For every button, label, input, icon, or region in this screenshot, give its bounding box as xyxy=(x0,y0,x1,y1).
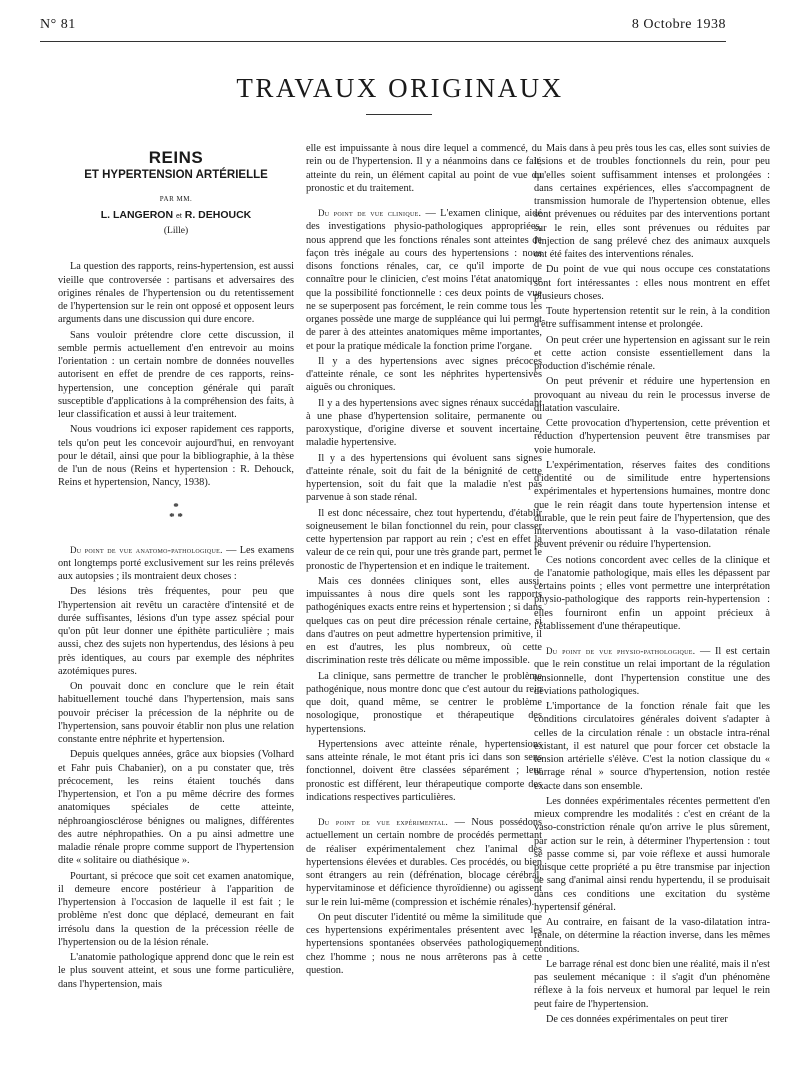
issue-date: 8 Octobre 1938 xyxy=(631,17,726,32)
paragraph: On peut discuter l'identité ou même la similitude que ces hypertensions expérimentales présentent avec les hypertensions spontanées observées pathologiquement chez l'homme ; nous ne nous arrêterons pas à cette question. xyxy=(306,911,542,976)
paragraph: Hypertensions avec atteinte rénale, hypertensions sans atteinte rénale, le mot étant pris ici dans son sens fonctionnel, doivent être classées séparément ; leur pronostic est différent, leur thérapeutique comporte des indications respectives particulières. xyxy=(306,738,542,803)
paragraph: Le barrage rénal est donc bien une réalité, mais il n'est pas seulement mécanique : il s'agit d'un phénomène réflexe à la fois nerveux et humoral par lequel le rein peut faire de l'hypertension. xyxy=(534,958,771,1010)
column-2 xyxy=(306,142,542,979)
paragraph: De ces données expérimentales on peut tirer xyxy=(546,1013,728,1025)
paragraph: Il y a des hypertensions qui évoluent sans signes d'atteinte rénale, soit du fait de la bénignité de cette hypertension, soit du fait que la maladie n'est pas parvenue à son stade rénal. xyxy=(306,452,542,504)
title-rule xyxy=(366,114,432,115)
article-subtitle: ET HYPERTENSION ARTÉRIELLE xyxy=(84,169,268,182)
section-heading: Du point de vue anatomo-pathologique. xyxy=(70,544,223,555)
section-text: — L'examen clinique, aidé des investigations physio-pathologiques appropriées, nous apprend que les fonctions rénales sont atteintes de façon très inégale au cours des hypertensions : nous disons fonctions rénales, car, ce qu'il importe de connaître pour le clinicien, c'est moins l'état anatomique que la possibilité fonctionnelle : ces deux points de vue ne se superposent pas forcément, le rein comme tous les organes possède une marge de suppléance qui lui permet de parer à des atteintes anatomiques même importantes, et pour la pratique médicale la fonction prime l'organe. xyxy=(306,208,542,352)
paragraph: Il est donc nécessaire, chez tout hypertendu, d'établir soigneusement le bilan fonctionnel du rein, pour classer cette hypertension par rapport au rein ; c'est en effet la valeur de ce rein qui, pour une très grande part, permet le pronostic de l'hypertension et en indique le traitement. xyxy=(306,507,542,572)
article-title: REINS xyxy=(148,148,204,167)
paragraph: L'expérimentation, réserves faites des conditions d'identité ou de similitude entre hypertensions expérimentales et hypertensions humaines, montre donc que le rein réagit dans toute hypertension intense et durable, que le rein peut faire de l'hypertension, que des interventions aboutissant à la vaso-dilatation rénale peuvent prévenir ou réduire l'hypertension. xyxy=(534,459,770,551)
section-paragraph xyxy=(306,207,542,353)
paragraph: Toute hypertension retentit sur le rein, à la condition d'être suffisamment intense et prolongée. xyxy=(534,306,770,331)
section-text: — Les examens ont longtemps porté exclusivement sur les reins prélevés aux autopsies ; ils montraient deux choses : xyxy=(58,544,294,582)
paragraph: Mais ces données cliniques sont, elles aussi, impuissantes à nous dire quels sont les rapports pathogéniques exacts entre reins et hypertension ; si dans quelques cas on peut dire précession rénale certaine, si dans d'autres on peut admettre hypertension primitive, il en est d'autres, les plus nombreux, où cette discrimination reste très délicate ou même impossible. xyxy=(306,575,542,667)
paragraph: Cette provocation d'hypertension, cette prévention et réduction d'hypertension peuvent être transmises par voie humorale. xyxy=(534,418,770,456)
paragraph: elle est impuissante à nous dire lequel a commencé, du rein ou de l'hypertension. Il y a néanmoins dans ce fait, atteinte du rein, un élément capital au point de vue du pronostic et du traitement. xyxy=(306,143,542,194)
paragraph: Depuis quelques années, grâce aux biopsies (Volhard et Fahr puis Chabanier), on a pu constater que, très précocement, les reins étaient touchés dans l'hypertension, et l'on a pu même décrire des formes anatomiques spéciales de cette atteinte, néphroangiosclérose bénignes ou malignes, différentes des autre néphropathies. On a pu ainsi admettre une maladie rénale propre comme support de l'hypertension dite « solitaire ou diathésique ». xyxy=(58,749,294,867)
paragraph: Pourtant, si précoce que soit cet examen anatomique, il demeure encore postérieur à l'apparition de l'hypertension à l'occasion de laquelle il est fait ; le problème n'est donc que déplacé, demeurant en fait irrésolu dans la question de la précession réelle de l'hypertension ou de la lésion rénale. xyxy=(58,870,294,948)
author-conjunction: et xyxy=(175,212,182,220)
author-2: R. DEHOUCK xyxy=(184,208,252,221)
paragraph: On peut créer une hypertension en agissant sur le rein et cette action consiste essentiellement dans la production d'ischémie rénale. xyxy=(534,334,770,372)
paragraph: L'importance de la fonction rénale fait que les conditions circulatoires générales doivent s'adapter à celles de la circulation rénale : un obstacle intra-rénal existant, il est naturel que pour forcer cet obstacle la tension artérielle s'élève. C'est la notion classique du « barrage rénal » source d'hypertension, notion restée exacte dans son ensemble. xyxy=(534,701,770,792)
section-paragraph xyxy=(534,645,770,698)
paragraph: La clinique, sans permettre de trancher le problème pathogénique, nous montre donc que c'est autour du rein que doit, quand même, se centrer le problème nosologique, pronostique et thérapeutique des hypertensions. xyxy=(306,670,542,735)
authors xyxy=(58,209,294,223)
author-city: (Lille) xyxy=(163,226,189,236)
section-heading: Du point de vue physio-pathologique. xyxy=(546,646,696,656)
section-heading: Du point de vue expérimental. xyxy=(318,817,449,827)
paragraph: Au contraire, en faisant de la vaso-dilatation intra-rénale, on détermine la réaction inverse, dans les mêmes conditions. xyxy=(534,917,770,955)
column-1 xyxy=(58,147,294,993)
paragraph: Ces notions concordent avec celles de la clinique et de l'anatomie pathologique, mais elles les dépassent par certains points ; elles vont permettre une interprétation physio-pathologique des rapports rein-hypertension : elles fourniront enfin un appoint précieux à l'établissement d'une thérapeutique. xyxy=(534,554,770,632)
paragraph: Des lésions très fréquentes, pour peu que l'hypertension ait revêtu un caractère d'intensité et de durée suffisantes, lésions d'un type assez spécial pour qu'on pût leur donner une épithète particulière ; mais aussi, chez des sujets non hypertendus, des lésions à peu près identiques, au cours par exemple des néphrites azotémiques pures. xyxy=(58,586,294,677)
paragraph: On pouvait donc en conclure que le rein était habituellement touché dans l'hypertension, mais sans pouvoir préciser la précession de la néphrite ou de l'hypertension, sans pouvoir établir non plus une relation constante entre néphrite et hypertension. xyxy=(58,681,294,745)
section-paragraph xyxy=(58,544,294,584)
issue-number: N° 81 xyxy=(40,17,76,32)
author-1: L. LANGERON xyxy=(100,208,174,221)
paragraph: Il y a des hypertensions avec signes rénaux succédant à une phase d'hypertension solitaire, permanente ou paroxystique, d'origine diverse et souvent incertaine, maladie hypertensive. xyxy=(306,397,542,449)
section-text: — Nous possédons actuellement un certain nombre de procédés permettant de réaliser expérimentalement chez l'animal des hypertensions élevées et durables. Ces procédés, ou bien sont étrangers au rein (défrénation, blocage cérébral, hypervitaminose et déficience thyroïdienne) ou agissent sur le rein lui-même (compression et ischémie rénales). xyxy=(306,817,543,908)
paragraph: Il y a des hypertensions avec signes précoces d'atteinte rénale, ce sont les néphrites hypertensives aiguës ou chroniques. xyxy=(306,355,542,394)
paragraph: L'anatomie pathologique apprend donc que le rein est le plus souvent atteint, et sous une forme particulière, dans l'hypertension, mais xyxy=(58,952,294,990)
section-paragraph xyxy=(306,816,542,909)
paragraph: Mais dans à peu près tous les cas, elles sont suivies de lésions et de troubles fonctionnels du rein, pour peu qu'elles soient suffisamment intenses et prolongées : dans certaines expériences, elles s'accompagnent de transmission humorale de l'hypertension obtenue, elles sont prévenues ou réduites par des interventions portant sur le rein, elles sont prévenues ou réduites par l'injection de sang prélevé chez des animaux auxquels ont été faites des interventions rénales. xyxy=(534,143,770,260)
section-text: — Il est certain que le rein constitue un relai important de la régulation tensionnelle, dont l'hypertension constitue une des déviations pathologiques. xyxy=(534,646,770,697)
paragraph: Sans vouloir prétendre clore cette discussion, il semble permis actuellement d'en entrevoir au moins l'orientation : un certain nombre de données nouvelles autorisent en effet de prendre de ces rapports, reins-hypertension, une conception générale qui paraît susceptible d'applications à la compréhension des faits, à leur classification et aussi à leur traitement. xyxy=(58,329,294,420)
section-title: TRAVAUX ORIGINAUX xyxy=(236,73,564,103)
byline: PAR MM. xyxy=(159,194,193,203)
section-separator: * * * xyxy=(169,500,183,523)
paragraph: Du point de vue qui nous occupe ces constatations sont fort intéressantes : elles nous montrent en effet plusieurs choses. xyxy=(534,264,770,302)
paragraph: On peut prévenir et réduire une hypertension en provoquant au niveau du rein le processus inverse de dilatation vasculaire. xyxy=(534,376,770,414)
paragraph: Nous voudrions ici exposer rapidement ces rapports, tels qu'on peut les concevoir aujourd'hui, en renvoyant pour le détail, ainsi que pour la bibliographie, à la thèse de l'un de nous (Reins et hypertension : R. Dehouck, Reins et hypertension, Nancy, 1938). xyxy=(58,424,294,489)
column-3 xyxy=(534,142,770,1028)
header-rule xyxy=(40,41,726,42)
paragraph: La question des rapports, reins-hypertension, est aussi vieille que controversée : partisans et adversaires des origines rénales de l'hypertension ou du retentissement de l'hypertension sur le rein ont opposé et opposent leurs arguments dans une discussion qui dure encore. xyxy=(58,261,294,326)
section-heading: Du point de vue clinique. xyxy=(318,208,422,218)
paragraph: Les données expérimentales récentes permettent d'en mieux comprendre les modalités : c'est en créant de la vaso-constriction rénale qu'on arrive le plus sûrement, par action sur le rein, à déterminer l'hypertension : tout se passe comme si, par voie réflexe et aussi humorale puisque cette propriété a pu être transmise par injection de sang d'animal ainsi rendu hypertendu, il se produisait dans ces conditions une excitation du système hypertensif général. xyxy=(534,795,770,913)
